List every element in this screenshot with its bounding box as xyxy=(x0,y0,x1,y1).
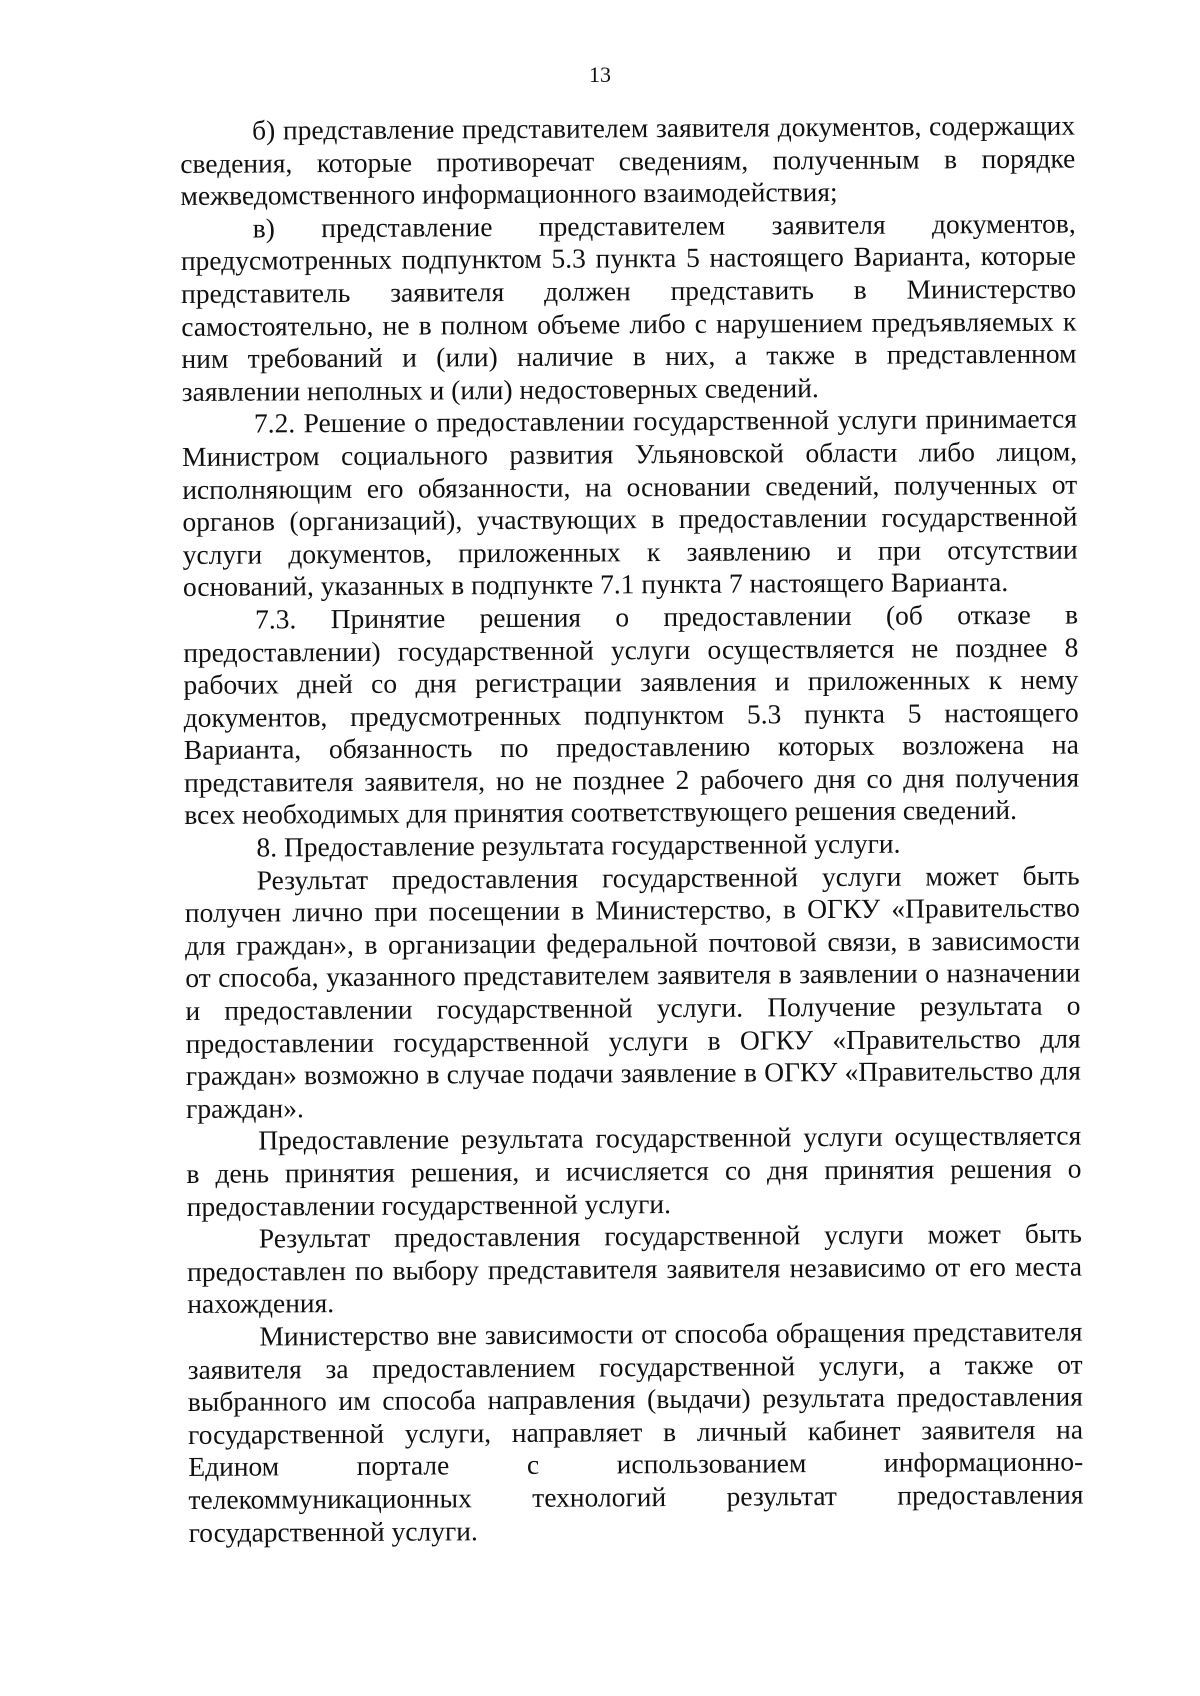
paragraph-7-2: 7.2. Решение о предоставлении государственной услуги принимается Министром социального развития Ульяновской области либо лицом, исполняющим его обязанности, на основании сведений, полученных от органов (организаций), участвующих в предоставлении государственной услуги документов, приложенных к заявлению и при отсутствии оснований, указанных в подпункте 7.1 пункта 7 настоящего Варианта. xyxy=(181,402,1078,603)
paragraph-item-b: б) представление представителем заявителя документов, содержащих сведения, которые противоречат сведениям, полученным в порядке межведомственного информационного взаимодействия; xyxy=(180,109,1076,212)
document-body xyxy=(180,110,1084,1550)
paragraph-result-receipt: Результат предоставления государственной услуги может быть получен лично при посещении в Министерство, в ОГКУ «Правительство для граждан», в организации федеральной почтовой связи, в зависимости от способа, указанного представителем заявителя в заявлении о назначении и предоставлении государственной услуги. Получение результата о предоставлении государственной услуги в ОГКУ «Правительство для граждан» возможно в случае подачи заявление в ОГКУ «Правительство для граждан». xyxy=(184,859,1081,1124)
page-number: 13 xyxy=(589,62,611,87)
paragraph-ministry-portal: Министерство вне зависимости от способа обращения представителя заявителя за предоставлением государственной услуги, а также от выбранного им способа направления (выдачи) результата предоставления государственной услуги, направляет в личный кабинет заявителя на Едином портале с использованием информационно-телекоммуникационных технологий результат предоставления государственной услуги. xyxy=(187,1315,1084,1548)
section-8-heading: 8. Предоставление результата государственной услуги. xyxy=(256,827,901,863)
paragraph-result-timing: Предоставление результата государственной услуги осуществляется в день принятия решения, и исчисляется со дня принятия решения о предоставлении государственной услуги. xyxy=(186,1119,1082,1222)
paragraph-7-3: 7.3. Принятие решения о предоставлении (об отказе в предоставлении) государственной услуги осуществляется не позднее 8 рабочих дней со дня регистрации заявления и приложенных к нему документов, предусмотренных подпунктом 5.3 пункта 5 настоящего Варианта, обязанность по предоставлению которых возложена на представителя заявителя, но не позднее 2 рабочего дня со дня получения всех необходимых для принятия соответствующего решения сведений. xyxy=(183,598,1080,831)
paragraph-result-location: Результат предоставления государственной услуги может быть предоставлен по выбору представителя заявителя независимо от его места нахождения. xyxy=(186,1217,1083,1320)
paragraph-item-v: в) представление представителем заявителя документов, предусмотренных подпунктом 5.3 пункта 5 настоящего Варианта, которые представитель заявителя должен представить в Министерство самостоятельно, не в полном объеме либо с нарушением предъявляемых к ним требований и (или) наличие в них, а также в представленном заявлении неполных и (или) недостоверных сведений. xyxy=(180,207,1077,407)
